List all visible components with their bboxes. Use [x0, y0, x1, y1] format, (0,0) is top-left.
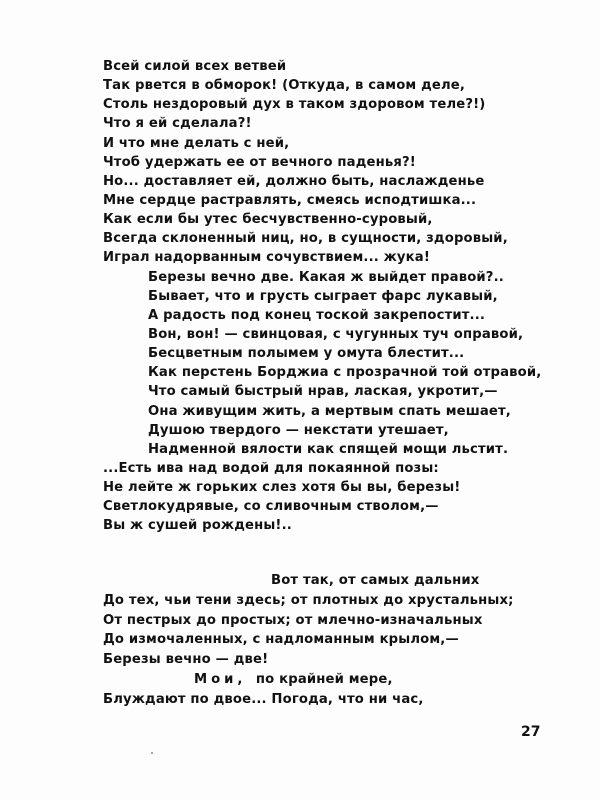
poem-line-continuation: [103, 670, 523, 690]
poem-line: До измочаленных, с надломанным крылом,—: [103, 632, 459, 648]
poem-line: Но... доставляет ей, должно быть, наслажденье: [103, 173, 485, 189]
poem-line: Мне сердце растравлять, смеясь исподтишка...: [103, 192, 477, 208]
poem-line-indented: А радость под конец тоской закрепостит...: [148, 307, 486, 323]
poem-line: Как если бы утес бесчувственно-суровый,: [103, 212, 433, 228]
poem-line: Что я ей сделала?!: [103, 116, 252, 132]
poem-line: От пестрых до простых; от млечно-изначальных: [103, 612, 483, 628]
poem-line: Всегда склоненный ниц, но, в сущности, здоровый,: [103, 231, 508, 247]
poem-line-indented: Надменной вялости как спящей мощи льстит.: [148, 441, 509, 457]
poem-line: Столь нездоровый дух в таком здоровом теле?!): [103, 97, 486, 113]
page-number: 27: [521, 724, 541, 740]
poem-line-indented: Бывает, что и грусть сыграет фарс лукавый,: [148, 288, 498, 304]
poem-line: До тех, чьи тени здесь; от плотных до хрустальных;: [103, 592, 514, 608]
poem-line: Вы ж сушей рождены!..: [103, 518, 292, 534]
poem-line: Блуждают по двое... Погода, что ни час,: [103, 691, 424, 707]
poem-line-continuation: Вот так, от самых дальних: [271, 573, 480, 588]
poem-line: Не лейте ж горьких слез хотя бы вы, березы!: [103, 480, 461, 496]
emphasized-word: Мои,: [194, 671, 247, 687]
poem-line: Светлокудрявые, со сливочным стволом,—: [103, 499, 439, 515]
poem-line-indented: Душою твердого — некстати утешает,: [148, 422, 449, 438]
poem-line: Всей силой всех ветвей: [103, 59, 287, 74]
poem-line-indented: Она живущим жить, а мертвым спать мешает,: [148, 403, 511, 419]
poem-line-indented: Что самый быстрый нрав, лаская, укротит,—: [148, 384, 498, 400]
scan-speck: [151, 752, 153, 754]
poem-line: И что мне делать с ней,: [103, 135, 290, 151]
poem-line-indented: Бесцветным полымем у омута блестит...: [148, 346, 465, 362]
poem-stanza-1: [103, 57, 542, 536]
poem-stanza-2: [103, 571, 523, 710]
poem-line: Чтоб удержать ее от вечного паденья?!: [103, 154, 416, 170]
poem-line-text: по крайней мере,: [255, 671, 393, 687]
poem-line-indented: Как перстень Борджиа с прозрачной той отравой,: [148, 365, 542, 381]
poem-line: ...Есть ива над водой для покаянной позы:: [103, 460, 439, 476]
poem-line: Так рвется в обморок! (Откуда, в самом деле,: [103, 78, 466, 94]
poem-line-indented: Березы вечно две. Какая ж выйдет правой?..: [148, 269, 504, 285]
poem-line: Березы вечно — две!: [103, 652, 269, 668]
poem-line: Играл надорванным сочувствием... жука!: [103, 250, 430, 266]
poem-line-indented: Вон, вон! — свинцовая, с чугунных туч оправой,: [148, 326, 524, 342]
